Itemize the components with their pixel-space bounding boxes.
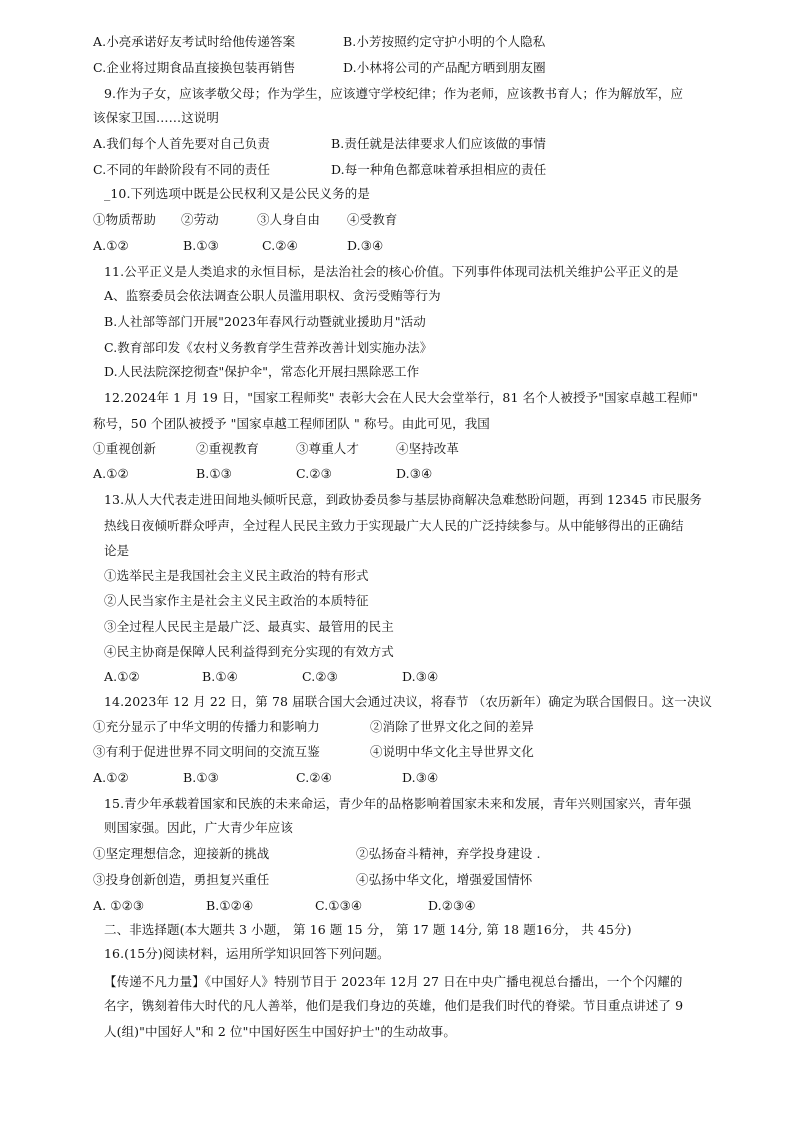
q12-item-3: ③尊重人才 bbox=[296, 441, 360, 456]
q14-item-3: ③有利于促进世界不同文明间的交流互鉴 bbox=[93, 744, 320, 759]
q13-item-1: ①选举民主是我国社会主义民主政治的特有形式 bbox=[104, 568, 369, 583]
q10-stem: _10.下列选项中既是公民权利又是公民义务的是 bbox=[104, 186, 370, 201]
q15-stem-line1: 15.青少年承载着国家和民族的未来命运，青少年的品格影响着国家未来和发展，青年兴则国家兴，青年强 bbox=[104, 796, 692, 811]
q14-option-b: B.①③ bbox=[183, 770, 219, 785]
q11-stem: 11.公平正义是人类追求的永恒目标，是法治社会的核心价值。下列事件体现司法机关维护公平正义的是 bbox=[104, 264, 679, 279]
q10-item-3: ③人身自由 bbox=[257, 212, 321, 227]
q14-option-a: A.①② bbox=[93, 770, 129, 785]
q15-option-c: C.①③④ bbox=[315, 898, 363, 913]
q15-option-b: B.①②④ bbox=[206, 898, 254, 913]
q10-item-1: ①物质帮助 bbox=[93, 212, 157, 227]
q11-option-d: D.人民法院深挖彻查"保护伞"，常态化开展扫黑除恶工作 bbox=[104, 364, 420, 379]
q12-item-1: ①重视创新 bbox=[93, 441, 157, 456]
q12-option-c: C.②③ bbox=[296, 466, 332, 481]
q8-option-a: A.小亮承诺好友考试时给他传递答案 bbox=[93, 34, 296, 49]
q8-option-b: B.小芳按照约定守护小明的个人隐私 bbox=[343, 34, 546, 49]
q14-item-2: ②消除了世界文化之间的差异 bbox=[370, 719, 534, 734]
q10-item-2: ②劳动 bbox=[181, 212, 219, 227]
q9-option-b: B.责任就是法律要求人们应该做的事情 bbox=[331, 136, 546, 151]
section-2-heading: 二、非选择题(本大题共 3 小题， 第 16 题 15 分， 第 17 题 14分, 第 18 题16分， 共 45分) bbox=[104, 922, 632, 937]
q12-item-2: ②重视教育 bbox=[196, 441, 260, 456]
q9-stem-line1: 9.作为子女，应该孝敬父母；作为学生，应该遵守学校纪律；作为老师，应该教书育人；作为解放军，应 bbox=[104, 86, 684, 101]
q13-option-b: B.①④ bbox=[202, 669, 238, 684]
q8-option-c: C.企业将过期食品直接换包装再销售 bbox=[93, 60, 296, 75]
q10-option-d: D.③④ bbox=[347, 238, 384, 253]
q16-material-line2: 名字，镌刻着伟大时代的凡人善举，他们是我们身边的英雄，他们是我们时代的脊梁。节目重点讲述了 9 bbox=[104, 998, 684, 1013]
q10-option-c: C.②④ bbox=[262, 238, 298, 253]
q14-option-c: C.②④ bbox=[296, 770, 332, 785]
q15-item-4: ④弘扬中华文化，增强爱国情怀 bbox=[356, 872, 533, 887]
q13-stem-line1: 13.从人大代表走进田间地头倾听民意，到政协委员参与基层协商解决急难愁盼问题，再到 12345 市民服务 bbox=[104, 492, 702, 507]
q13-item-3: ③全过程人民民主是最广泛、最真实、最管用的民主 bbox=[104, 619, 394, 634]
q13-item-4: ④民主协商是保障人民利益得到充分实现的有效方式 bbox=[104, 644, 394, 659]
q15-item-1: ①坚定理想信念，迎接新的挑战 bbox=[93, 846, 270, 861]
q13-stem-line3: 论是 bbox=[104, 543, 130, 558]
q9-stem-line2: 该保家卫国……这说明 bbox=[93, 110, 220, 125]
q12-option-a: A.①② bbox=[93, 466, 129, 481]
q10-option-b: B.①③ bbox=[183, 238, 219, 253]
q12-option-d: D.③④ bbox=[396, 466, 433, 481]
q9-option-d: D.每一种角色都意味着承担相应的责任 bbox=[331, 162, 547, 177]
q16-material-line3: 人(组)"中国好人"和 2 位"中国好医生中国好护士"的生动故事。 bbox=[104, 1024, 456, 1039]
q14-option-d: D.③④ bbox=[402, 770, 439, 785]
q13-option-c: C.②③ bbox=[302, 669, 338, 684]
q8-option-d: D.小林将公司的产品配方晒到朋友圈 bbox=[343, 60, 546, 75]
q15-stem-line2: 则国家强。因此，广大青少年应该 bbox=[104, 820, 294, 835]
q12-stem-line1: 12.2024年 1 月 19 日，"国家工程师奖" 表彰大会在人民大会堂举行，81 名个人被授予"国家卓越工程师" bbox=[104, 390, 699, 405]
q10-item-4: ④受教育 bbox=[347, 212, 398, 227]
q15-option-a: A. ①②③ bbox=[93, 898, 145, 913]
q13-stem-line2: 热线日夜倾听群众呼声，全过程人民民主致力于实现最广大人民的广泛持续参与。从中能够得出的正确结 bbox=[104, 518, 684, 533]
q15-item-2: ②弘扬奋斗精神，弃学投身建设 . bbox=[356, 846, 541, 861]
q11-option-b: B.人社部等部门开展"2023年春风行动暨就业援助月"活动 bbox=[104, 314, 426, 329]
q13-item-2: ②人民当家作主是社会主义民主政治的本质特征 bbox=[104, 593, 369, 608]
q14-item-4: ④说明中华文化主导世界文化 bbox=[370, 744, 534, 759]
q13-option-a: A.①② bbox=[104, 669, 140, 684]
q12-option-b: B.①③ bbox=[196, 466, 232, 481]
q9-option-a: A.我们每个人首先要对自己负责 bbox=[93, 136, 271, 151]
q16-material-line1: 【传递不凡力量】《中国好人》特别节目于 2023年 12月 27 日在中央广播电视总台播出，一个个闪耀的 bbox=[104, 974, 683, 989]
q12-item-4: ④坚持改革 bbox=[396, 441, 460, 456]
q13-option-d: D.③④ bbox=[402, 669, 439, 684]
q11-option-a: A、监察委员会依法调查公职人员滥用职权、贪污受贿等行为 bbox=[104, 288, 441, 303]
q10-option-a: A.①② bbox=[93, 238, 129, 253]
q11-option-c: C.教育部印发《农村义务教育学生营养改善计划实施办法》 bbox=[104, 340, 433, 355]
q15-item-3: ③投身创新创造，勇担复兴重任 bbox=[93, 872, 270, 887]
q14-item-1: ①充分显示了中华文明的传播力和影响力 bbox=[93, 719, 320, 734]
q9-option-c: C.不同的年龄阶段有不同的责任 bbox=[93, 162, 271, 177]
q15-option-d: D.②③④ bbox=[428, 898, 476, 913]
q14-stem: 14.2023年 12 月 22 日，第 78 届联合国大会通过决议，将春节 （农历新年）确定为联合国假日。这一决议 bbox=[104, 694, 713, 709]
q12-stem-line2: 称号，50 个团队被授予 "国家卓越工程师团队 " 称号。由此可见，我国 bbox=[93, 416, 490, 431]
q16-stem: 16.(15分)阅读材料，运用所学知识回答下列问题。 bbox=[104, 946, 390, 961]
